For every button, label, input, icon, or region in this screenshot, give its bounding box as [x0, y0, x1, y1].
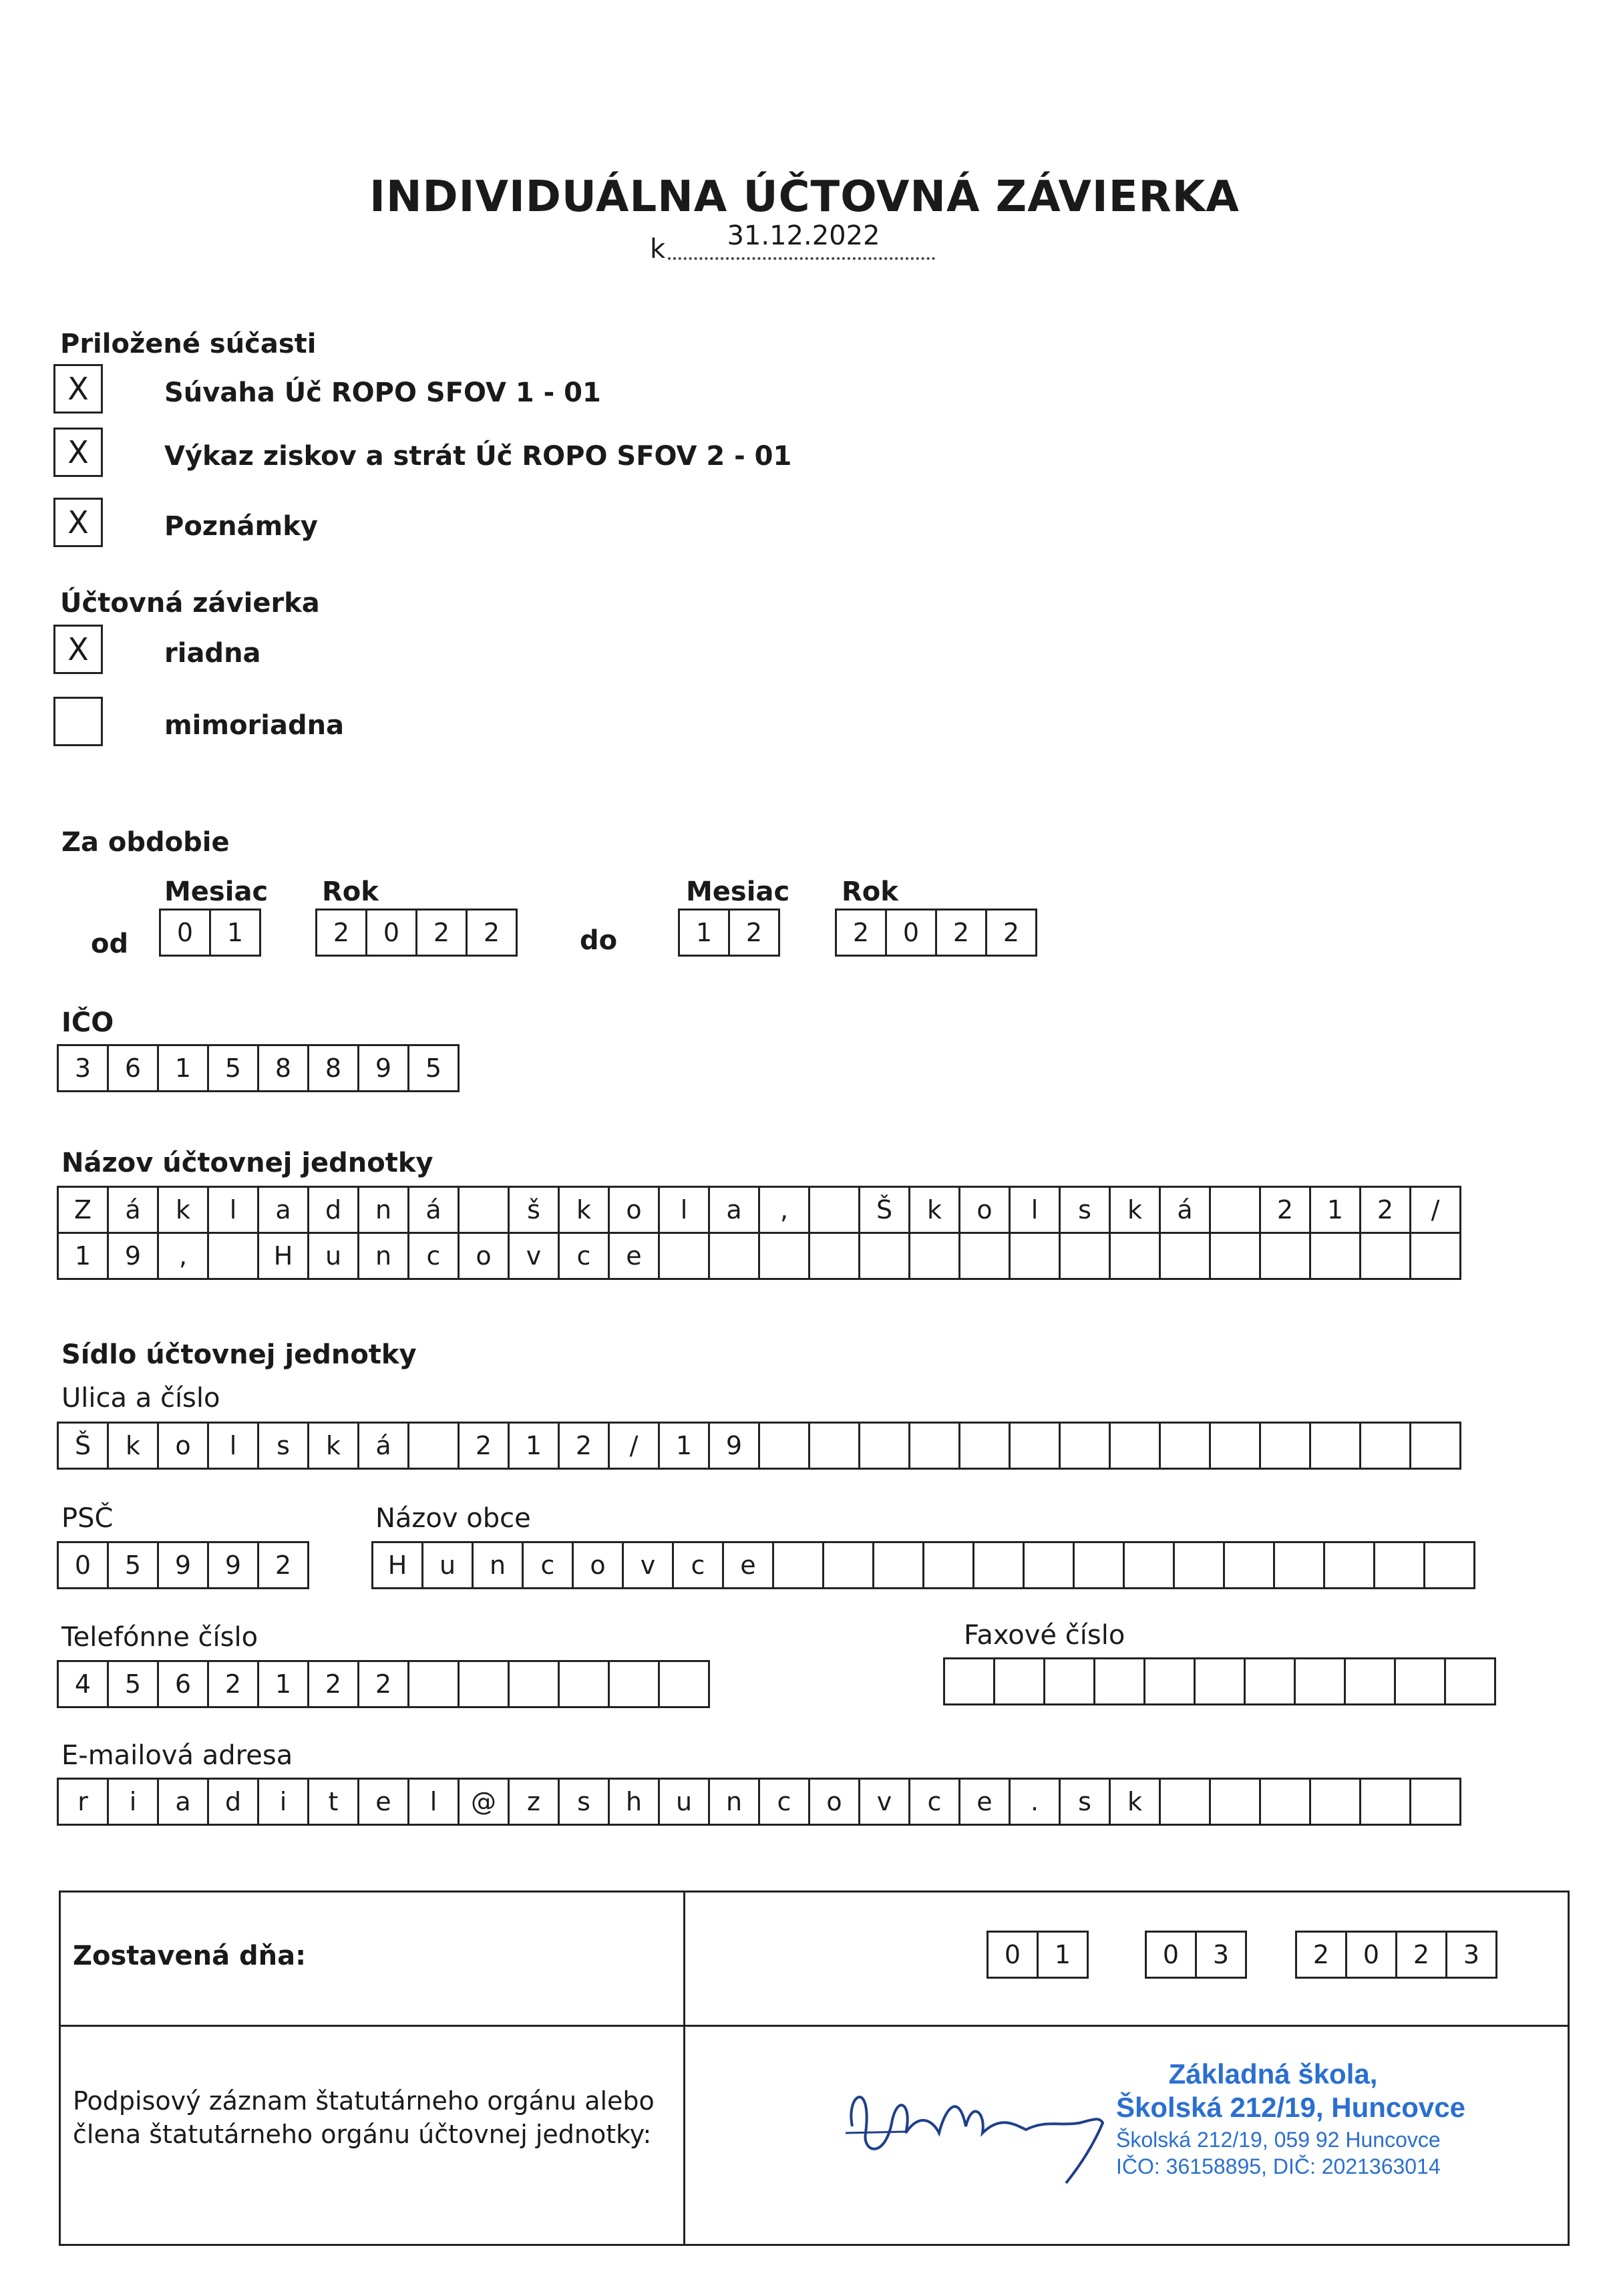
checkbox-balance-sheet[interactable]: X — [53, 364, 103, 414]
email-cell[interactable] — [1359, 1778, 1411, 1826]
checkbox-extraordinary[interactable] — [53, 697, 103, 746]
psc-label: PSČ — [61, 1503, 114, 1534]
unit-name-cell[interactable]: o — [608, 1186, 660, 1234]
unit-name-cell[interactable]: 1 — [57, 1232, 109, 1280]
ico-cell[interactable]: 1 — [157, 1044, 209, 1092]
unit-name-cell[interactable]: s — [1059, 1186, 1111, 1234]
town-cell[interactable] — [1373, 1541, 1425, 1589]
phone-cell[interactable]: 4 — [57, 1660, 109, 1708]
stamp-line1: Základná škola, — [1168, 2058, 1378, 2090]
label-extraordinary: mimoriadna — [164, 710, 345, 741]
email-cell[interactable] — [1259, 1778, 1311, 1826]
compiled-month-cell[interactable]: 0 — [1145, 1931, 1197, 1979]
street-label: Ulica a číslo — [61, 1383, 220, 1414]
from-label: od — [91, 929, 129, 959]
unit-name-cell[interactable]: Z — [57, 1186, 109, 1234]
phone-cell[interactable]: 5 — [107, 1660, 159, 1708]
fax-cell[interactable] — [1294, 1657, 1346, 1705]
town-cell[interactable] — [872, 1541, 924, 1589]
phone-cell[interactable] — [458, 1660, 510, 1708]
street-cell[interactable]: 2 — [458, 1422, 510, 1470]
to-year-cell[interactable]: 2 — [985, 909, 1037, 957]
to-month-cell[interactable]: 1 — [678, 909, 730, 957]
fax-label: Faxové číslo — [964, 1620, 1125, 1651]
phone-cell[interactable]: 2 — [357, 1660, 409, 1708]
town-cell[interactable] — [1173, 1541, 1225, 1589]
to-year-cell[interactable]: 0 — [885, 909, 937, 957]
street-cell[interactable]: o — [157, 1422, 209, 1470]
street-cell[interactable]: l — [207, 1422, 259, 1470]
unit-name-cell[interactable]: á — [407, 1186, 460, 1234]
unit-name-cell[interactable] — [1359, 1232, 1411, 1280]
email-cell[interactable]: c — [758, 1778, 810, 1826]
street-cell[interactable]: á — [357, 1422, 409, 1470]
unit-name-cell[interactable] — [458, 1186, 510, 1234]
town-cell[interactable]: o — [572, 1541, 624, 1589]
town-cell[interactable]: e — [722, 1541, 774, 1589]
compiled-year-cell[interactable]: 3 — [1445, 1931, 1497, 1979]
compiled-day-cell[interactable]: 1 — [1037, 1931, 1089, 1979]
unit-name-cell[interactable]: a — [257, 1186, 309, 1234]
fax-cell[interactable] — [943, 1657, 995, 1705]
from-year-field[interactable] — [315, 909, 518, 957]
phone-cell[interactable]: 2 — [207, 1660, 259, 1708]
psc-cell[interactable]: 2 — [257, 1541, 309, 1589]
email-cell[interactable] — [1159, 1778, 1211, 1826]
to-month-field[interactable] — [678, 909, 780, 957]
town-cell[interactable] — [1123, 1541, 1175, 1589]
unit-name-row-1[interactable] — [57, 1186, 1461, 1234]
unit-name-cell[interactable] — [207, 1232, 259, 1280]
signature-label-line1: Podpisový záznam štatutárneho orgánu alebo — [73, 2086, 655, 2116]
unit-name-label: Názov účtovnej jednotky — [61, 1148, 433, 1178]
to-month-label: Mesiac — [686, 876, 790, 907]
to-year-cell[interactable]: 2 — [835, 909, 887, 957]
ico-cell[interactable]: 8 — [257, 1044, 309, 1092]
street-cell[interactable] — [908, 1422, 960, 1470]
town-cell[interactable] — [1273, 1541, 1325, 1589]
unit-name-cell[interactable]: d — [307, 1186, 359, 1234]
unit-name-cell[interactable]: á — [107, 1186, 159, 1234]
email-cell[interactable]: u — [658, 1778, 710, 1826]
email-cell[interactable]: . — [1009, 1778, 1061, 1826]
compiled-label: Zostavená dňa: — [73, 1941, 307, 1971]
street-cell[interactable] — [1209, 1422, 1261, 1470]
ico-cell[interactable]: 3 — [57, 1044, 109, 1092]
unit-name-cell[interactable]: H — [257, 1232, 309, 1280]
email-cell[interactable]: d — [207, 1778, 259, 1826]
email-cell[interactable]: h — [608, 1778, 660, 1826]
signature-label-line2: člena štatutárneho orgánu účtovnej jednotky: — [73, 2120, 652, 2149]
ico-cell[interactable]: 5 — [407, 1044, 460, 1092]
unit-name-cell[interactable]: o — [458, 1232, 510, 1280]
town-cell[interactable] — [772, 1541, 824, 1589]
unit-name-cell[interactable]: k — [908, 1186, 960, 1234]
ico-field[interactable] — [57, 1044, 460, 1092]
psc-cell[interactable]: 0 — [57, 1541, 109, 1589]
email-cell[interactable]: e — [357, 1778, 409, 1826]
document-title: INDIVIDUÁLNA ÚČTOVNÁ ZÁVIERKA — [369, 172, 1240, 222]
town-cell[interactable]: n — [472, 1541, 524, 1589]
unit-name-cell[interactable]: n — [357, 1232, 409, 1280]
fax-cell[interactable] — [1143, 1657, 1196, 1705]
email-cell[interactable]: a — [157, 1778, 209, 1826]
to-year-label: Rok — [842, 876, 898, 907]
ico-cell[interactable]: 6 — [107, 1044, 159, 1092]
town-cell[interactable]: H — [371, 1541, 423, 1589]
fax-cell[interactable] — [1043, 1657, 1095, 1705]
from-month-cell[interactable]: 1 — [209, 909, 261, 957]
unit-name-cell[interactable] — [1309, 1232, 1361, 1280]
unit-name-cell[interactable]: k — [1109, 1186, 1161, 1234]
phone-label: Telefónne číslo — [61, 1622, 258, 1653]
street-cell[interactable] — [758, 1422, 810, 1470]
street-cell[interactable]: 1 — [508, 1422, 560, 1470]
street-cell[interactable] — [1159, 1422, 1211, 1470]
email-cell[interactable]: o — [808, 1778, 860, 1826]
street-cell[interactable]: 9 — [708, 1422, 760, 1470]
email-cell[interactable]: n — [708, 1778, 760, 1826]
fax-cell[interactable] — [1394, 1657, 1446, 1705]
label-balance-sheet: Súvaha Úč ROPO SFOV 1 - 01 — [164, 377, 601, 408]
street-cell[interactable] — [1109, 1422, 1161, 1470]
to-label: do — [580, 925, 618, 956]
street-cell[interactable] — [407, 1422, 460, 1470]
email-cell[interactable]: e — [958, 1778, 1011, 1826]
street-cell[interactable]: Š — [57, 1422, 109, 1470]
street-cell[interactable]: 2 — [558, 1422, 610, 1470]
from-year-cell[interactable]: 2 — [315, 909, 367, 957]
from-year-cell[interactable]: 0 — [365, 909, 417, 957]
address-heading: Sídlo účtovnej jednotky — [61, 1339, 417, 1370]
period-heading: Za obdobie — [61, 827, 230, 858]
email-cell[interactable]: v — [858, 1778, 910, 1826]
label-regular: riadna — [164, 638, 261, 669]
unit-name-cell[interactable]: , — [758, 1186, 810, 1234]
town-cell[interactable]: v — [622, 1541, 674, 1589]
unit-name-cell[interactable] — [1209, 1186, 1261, 1234]
box-divider-vertical — [683, 1893, 685, 2244]
psc-cell[interactable]: 9 — [207, 1541, 259, 1589]
email-cell[interactable]: @ — [458, 1778, 510, 1826]
email-cell[interactable]: l — [407, 1778, 460, 1826]
signature-box — [59, 1891, 1570, 2246]
label-notes: Poznámky — [164, 511, 318, 542]
street-cell[interactable]: s — [257, 1422, 309, 1470]
fax-cell[interactable] — [1194, 1657, 1246, 1705]
street-cell[interactable]: k — [107, 1422, 159, 1470]
unit-name-cell[interactable] — [1009, 1232, 1061, 1280]
unit-name-cell[interactable]: Š — [858, 1186, 910, 1234]
unit-name-cell[interactable] — [708, 1232, 760, 1280]
from-year-cell[interactable]: 2 — [415, 909, 468, 957]
unit-name-cell[interactable]: k — [558, 1186, 610, 1234]
email-cell[interactable]: s — [558, 1778, 610, 1826]
from-month-cell[interactable]: 0 — [159, 909, 211, 957]
town-field[interactable] — [371, 1541, 1475, 1589]
from-year-cell[interactable]: 2 — [466, 909, 518, 957]
from-year-label: Rok — [322, 876, 379, 907]
phone-cell[interactable] — [608, 1660, 660, 1708]
compiled-year-cell[interactable]: 2 — [1295, 1931, 1347, 1979]
stamp-line4: IČO: 36158895, DIČ: 2021363014 — [1116, 2154, 1441, 2178]
fax-cell[interactable] — [993, 1657, 1045, 1705]
phone-cell[interactable]: 1 — [257, 1660, 309, 1708]
email-field[interactable] — [57, 1778, 1461, 1826]
unit-name-cell[interactable]: c — [407, 1232, 460, 1280]
unit-name-cell[interactable]: / — [1409, 1186, 1461, 1234]
unit-name-cell[interactable] — [658, 1232, 710, 1280]
fax-cell[interactable] — [1444, 1657, 1496, 1705]
street-cell[interactable] — [808, 1422, 860, 1470]
checkbox-regular[interactable]: X — [53, 625, 103, 674]
label-profit-loss: Výkaz ziskov a strát Úč ROPO SFOV 2 - 01 — [164, 441, 792, 472]
street-cell[interactable] — [958, 1422, 1011, 1470]
town-cell[interactable]: c — [672, 1541, 724, 1589]
town-cell[interactable] — [922, 1541, 974, 1589]
stamp-line2: Školská 212/19, Huncovce — [1116, 2092, 1465, 2123]
fax-cell[interactable] — [1244, 1657, 1296, 1705]
psc-field[interactable] — [57, 1541, 309, 1589]
unit-name-cell[interactable]: , — [157, 1232, 209, 1280]
from-month-label: Mesiac — [164, 876, 269, 907]
unit-name-cell[interactable]: š — [508, 1186, 560, 1234]
unit-name-cell[interactable] — [1059, 1232, 1111, 1280]
compiled-month-cell[interactable]: 3 — [1195, 1931, 1247, 1979]
street-cell[interactable] — [1359, 1422, 1411, 1470]
compiled-month-field[interactable] — [1145, 1931, 1247, 1979]
phone-cell[interactable] — [407, 1660, 460, 1708]
to-year-field[interactable] — [835, 909, 1037, 957]
unit-name-cell[interactable]: e — [608, 1232, 660, 1280]
date-prefix: k — [650, 234, 666, 265]
email-cell[interactable]: i — [107, 1778, 159, 1826]
town-cell[interactable] — [1023, 1541, 1075, 1589]
unit-name-cell[interactable] — [1209, 1232, 1261, 1280]
town-label: Názov obce — [375, 1503, 531, 1534]
unit-name-cell[interactable]: l — [658, 1186, 710, 1234]
ico-cell[interactable]: 8 — [307, 1044, 359, 1092]
street-cell[interactable]: 1 — [658, 1422, 710, 1470]
psc-cell[interactable]: 9 — [157, 1541, 209, 1589]
unit-name-cell[interactable] — [958, 1232, 1011, 1280]
street-field[interactable] — [57, 1422, 1461, 1470]
unit-name-cell[interactable] — [908, 1232, 960, 1280]
unit-name-cell[interactable] — [1159, 1232, 1211, 1280]
unit-name-cell[interactable]: 9 — [107, 1232, 159, 1280]
street-cell[interactable] — [1259, 1422, 1311, 1470]
email-cell[interactable]: t — [307, 1778, 359, 1826]
unit-name-cell[interactable]: 2 — [1259, 1186, 1311, 1234]
email-cell[interactable]: i — [257, 1778, 309, 1826]
email-cell[interactable] — [1409, 1778, 1461, 1826]
unit-name-cell[interactable] — [1259, 1232, 1311, 1280]
closing-date[interactable]: 31.12.2022 — [727, 220, 880, 251]
phone-cell[interactable] — [558, 1660, 610, 1708]
email-cell[interactable]: s — [1059, 1778, 1111, 1826]
email-cell[interactable]: k — [1109, 1778, 1161, 1826]
ico-cell[interactable]: 5 — [207, 1044, 259, 1092]
date-dotted-line — [668, 257, 935, 260]
town-cell[interactable]: u — [421, 1541, 474, 1589]
unit-name-cell[interactable]: u — [307, 1232, 359, 1280]
unit-name-cell[interactable]: o — [958, 1186, 1011, 1234]
fax-cell[interactable] — [1093, 1657, 1145, 1705]
fax-field[interactable] — [943, 1657, 1496, 1705]
town-cell[interactable] — [1223, 1541, 1275, 1589]
compiled-day-field[interactable] — [987, 1931, 1089, 1979]
phone-field[interactable] — [57, 1660, 710, 1708]
email-cell[interactable] — [1309, 1778, 1361, 1826]
street-cell[interactable]: k — [307, 1422, 359, 1470]
street-cell[interactable] — [1059, 1422, 1111, 1470]
to-month-cell[interactable]: 2 — [728, 909, 780, 957]
unit-name-cell[interactable]: c — [558, 1232, 610, 1280]
unit-name-cell[interactable]: l — [207, 1186, 259, 1234]
town-cell[interactable] — [1073, 1541, 1125, 1589]
unit-name-cell[interactable]: 2 — [1359, 1186, 1411, 1234]
town-cell[interactable]: c — [522, 1541, 574, 1589]
town-cell[interactable] — [822, 1541, 874, 1589]
compiled-year-cell[interactable]: 2 — [1395, 1931, 1447, 1979]
email-label: E-mailová adresa — [61, 1740, 293, 1771]
phone-cell[interactable]: 2 — [307, 1660, 359, 1708]
fax-cell[interactable] — [1344, 1657, 1396, 1705]
to-year-cell[interactable]: 2 — [935, 909, 987, 957]
phone-cell[interactable] — [658, 1660, 710, 1708]
email-cell[interactable] — [1209, 1778, 1261, 1826]
unit-name-cell[interactable]: k — [157, 1186, 209, 1234]
email-cell[interactable]: r — [57, 1778, 109, 1826]
unit-name-cell[interactable] — [858, 1232, 910, 1280]
phone-cell[interactable] — [508, 1660, 560, 1708]
psc-cell[interactable]: 5 — [107, 1541, 159, 1589]
town-cell[interactable] — [1323, 1541, 1375, 1589]
unit-name-cell[interactable]: á — [1159, 1186, 1211, 1234]
unit-name-cell[interactable]: 1 — [1309, 1186, 1361, 1234]
unit-name-cell[interactable] — [1409, 1232, 1461, 1280]
unit-name-cell[interactable] — [808, 1186, 860, 1234]
attached-parts-heading: Priložené súčasti — [60, 329, 317, 359]
phone-cell[interactable]: 6 — [157, 1660, 209, 1708]
street-cell[interactable] — [1409, 1422, 1461, 1470]
unit-name-row-2[interactable] — [57, 1232, 1461, 1280]
compiled-day-cell[interactable]: 0 — [987, 1931, 1039, 1979]
box-divider-horizontal — [61, 2025, 1568, 2027]
town-cell[interactable] — [1423, 1541, 1475, 1589]
from-month-field[interactable] — [159, 909, 261, 957]
unit-name-cell[interactable]: a — [708, 1186, 760, 1234]
street-cell[interactable] — [858, 1422, 910, 1470]
compiled-year-field[interactable] — [1295, 1931, 1497, 1979]
unit-name-cell[interactable] — [808, 1232, 860, 1280]
stamp-line3: Školská 212/19, 059 92 Huncovce — [1116, 2128, 1441, 2152]
closing-type-heading: Účtovná závierka — [60, 588, 320, 619]
unit-name-cell[interactable]: l — [1009, 1186, 1061, 1234]
checkbox-profit-loss[interactable]: X — [53, 428, 103, 477]
unit-name-cell[interactable]: v — [508, 1232, 560, 1280]
checkbox-notes[interactable]: X — [53, 498, 103, 547]
email-cell[interactable]: z — [508, 1778, 560, 1826]
street-cell[interactable] — [1309, 1422, 1361, 1470]
unit-name-cell[interactable] — [758, 1232, 810, 1280]
unit-name-cell[interactable]: n — [357, 1186, 409, 1234]
street-cell[interactable]: / — [608, 1422, 660, 1470]
ico-label: IČO — [61, 1007, 114, 1038]
ico-cell[interactable]: 9 — [357, 1044, 409, 1092]
unit-name-cell[interactable] — [1109, 1232, 1161, 1280]
town-cell[interactable] — [972, 1541, 1025, 1589]
email-cell[interactable]: c — [908, 1778, 960, 1826]
street-cell[interactable] — [1009, 1422, 1061, 1470]
compiled-year-cell[interactable]: 0 — [1345, 1931, 1397, 1979]
